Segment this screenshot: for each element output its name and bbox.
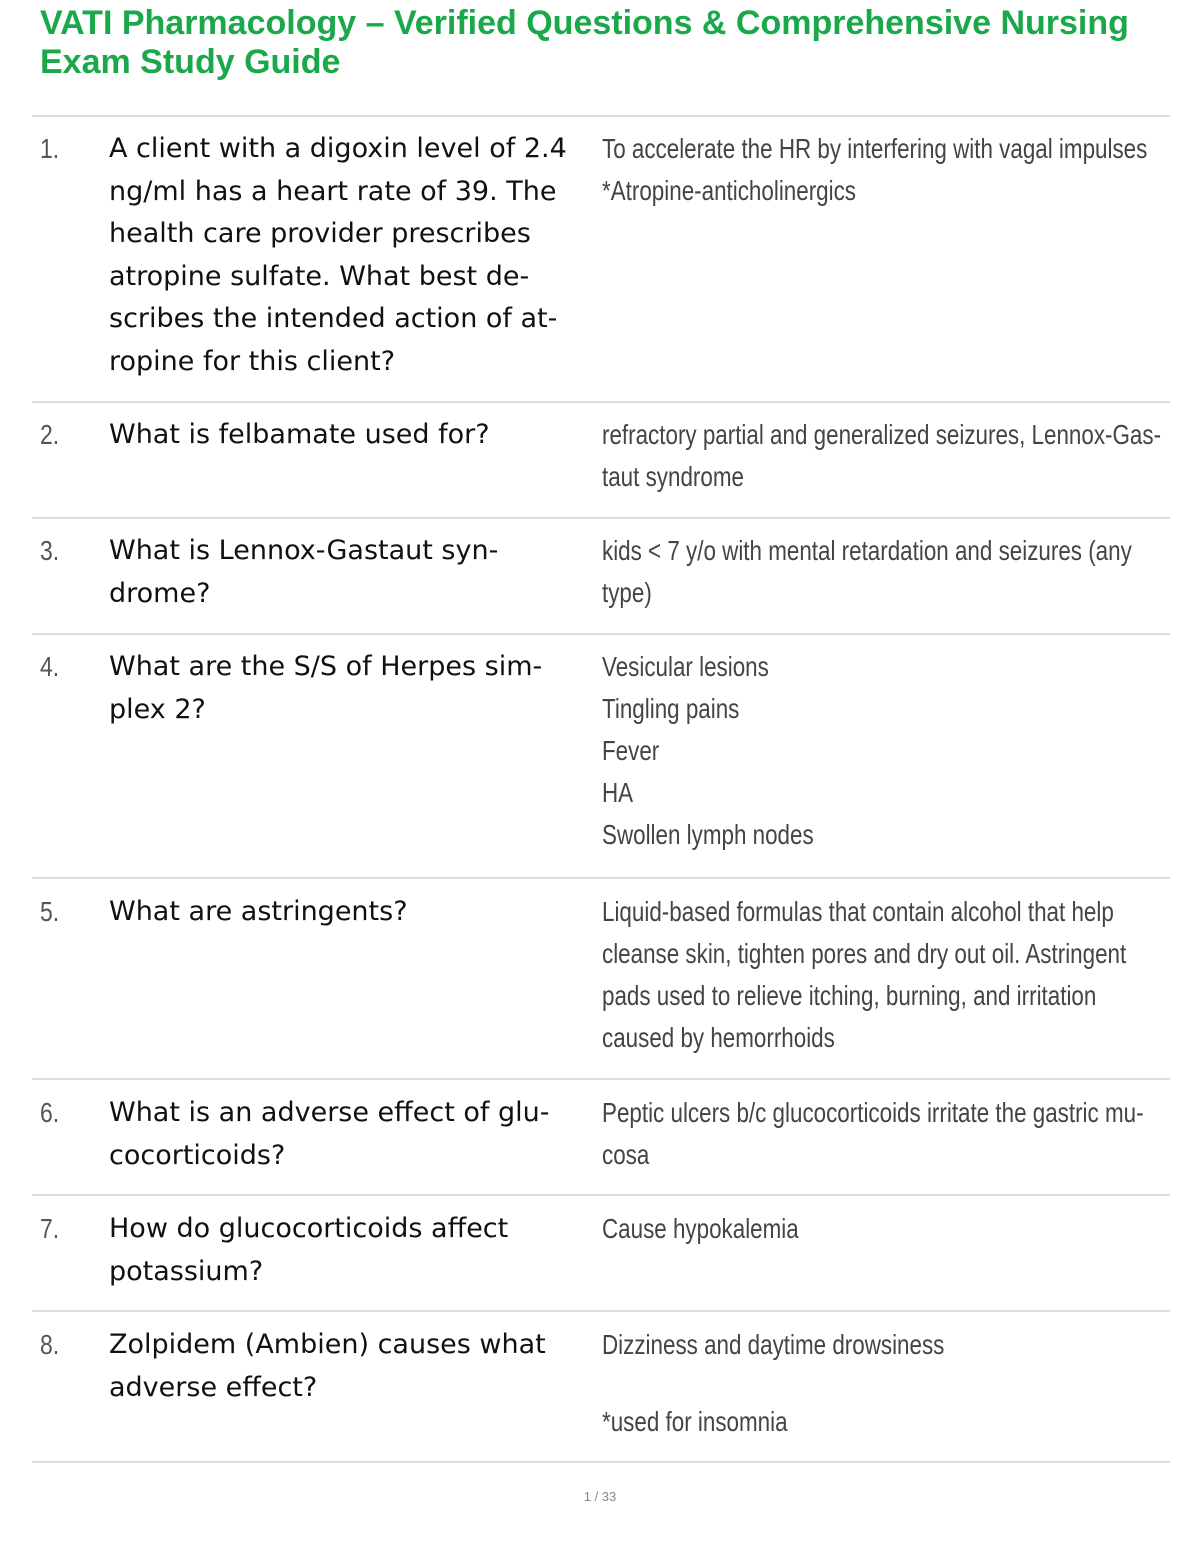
page-number: 1 / 33 (583, 1489, 617, 1504)
question-number: 6. (40, 1097, 60, 1128)
divider (32, 877, 1170, 879)
answer-text: kids < 7 y/o with mental retardation and seizures (any type) (602, 535, 1132, 608)
answer-text: Liquid-based formulas that contain alcohol that help cleanse skin, tighten pores and dry out oil. Astringent pads used to relieve itching, burning, and irritation caused by hemorrhoids (602, 896, 1127, 1053)
question-text: What is felbamate used for? (109, 419, 490, 450)
title-line-1: VATI Pharmacology – Verified Questions & Comprehensive Nursing (40, 4, 1129, 42)
divider (32, 517, 1170, 519)
question-text: How do glucocorticoids affect potassium? (109, 1213, 509, 1287)
divider (32, 401, 1170, 403)
question-number: 8. (40, 1329, 60, 1360)
question-number: 5. (40, 896, 60, 927)
title-line-2: Exam Study Guide (40, 43, 341, 81)
divider (32, 115, 1170, 117)
answer-text: Peptic ulcers b/c glucocorticoids irritate the gastric mu- cosa (602, 1097, 1144, 1170)
divider (32, 1461, 1170, 1463)
answer-text: refractory partial and generalized seizures, Lennox-Gas- taut syndrome (602, 419, 1162, 492)
divider (32, 1078, 1170, 1080)
question-number: 2. (40, 419, 60, 450)
question-number: 1. (40, 133, 60, 164)
question-text: What is Lennox-Gastaut syn- drome? (109, 535, 499, 609)
question-number: 3. (40, 535, 60, 566)
question-text: A client with a digoxin level of 2.4 ng/ml has a heart rate of 39. The health care provider prescribes atropine sulfate. What best de- scribes the intended action of at- ropine for this client? (109, 133, 567, 377)
question-text: What is an adverse effect of glu- cocorticoids? (109, 1097, 550, 1171)
answer-text: Cause hypokalemia (602, 1213, 799, 1244)
question-text: What are the S/S of Herpes sim- plex 2? (109, 651, 543, 725)
divider (32, 1194, 1170, 1196)
answer-text: Dizziness and daytime drowsiness *used for insomnia (602, 1329, 945, 1437)
answer-text: To accelerate the HR by interfering with vagal impulses *Atropine-anticholinergics (602, 133, 1148, 206)
question-text: What are astringents? (109, 896, 408, 927)
answer-text: Vesicular lesions Tingling pains Fever HA Swollen lymph nodes (602, 651, 814, 850)
question-number: 4. (40, 651, 60, 682)
document-title (40, 4, 1190, 82)
question-text: Zolpidem (Ambien) causes what adverse effect? (109, 1329, 546, 1403)
divider (32, 1310, 1170, 1312)
question-number: 7. (40, 1213, 60, 1244)
divider (32, 633, 1170, 635)
